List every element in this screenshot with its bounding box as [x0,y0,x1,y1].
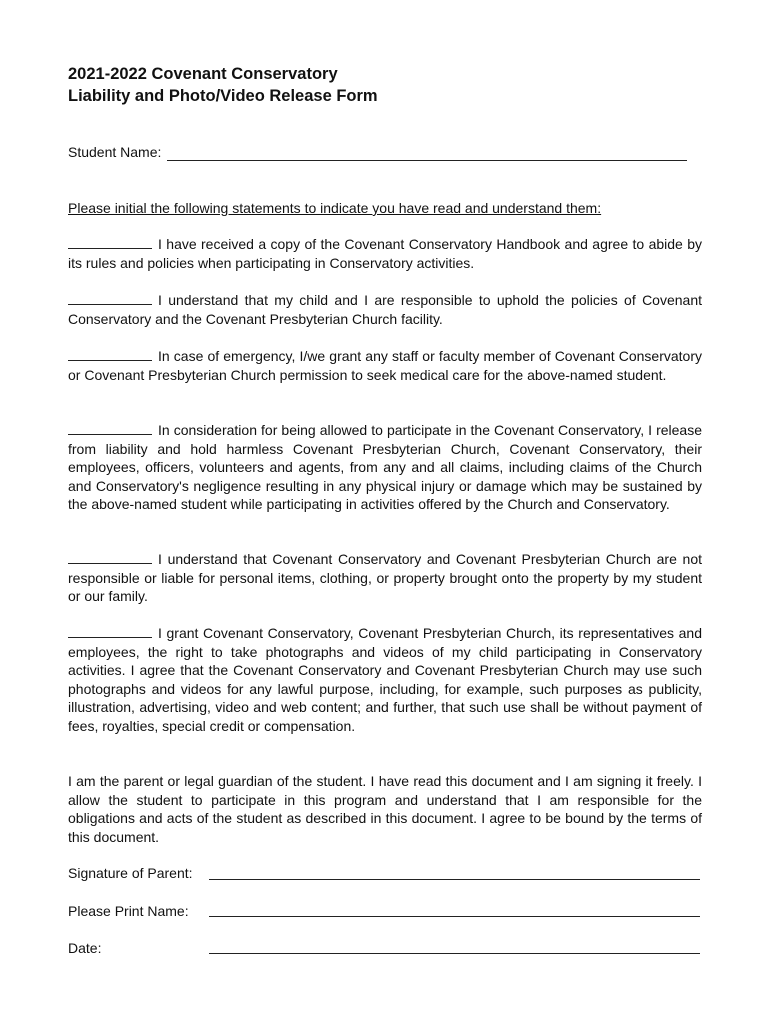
date-field[interactable] [209,939,700,954]
initial-blank-2[interactable] [68,291,152,305]
statement-photo-video [68,624,702,735]
statement-personal-items [68,550,702,606]
initial-blank-6[interactable] [68,624,152,638]
signature-field[interactable] [209,864,700,880]
student-name-field[interactable] [167,146,687,161]
student-name-label: Student Name: [68,144,162,160]
statement-text-3: In case of emergency, I/we grant any staff or faculty member of Covenant Conservatory or Covenant Presbyterian Church permission to seek medical care for the above-named student. [68,348,702,383]
statement-text-2: I understand that my child and I are responsible to uphold the policies of Covenant Conservatory and the Covenant Presbyterian Church facility. [68,292,702,327]
initial-instruction: Please initial the following statements to indicate you have read and understand them: [68,200,602,216]
statement-liability [68,421,702,514]
statement-text-1: I have received a copy of the Covenant Conservatory Handbook and agree to abide by its rules and policies when participating in Conservatory activities. [68,236,702,271]
initial-blank-5[interactable] [68,550,152,564]
initial-blank-3[interactable] [68,347,152,361]
date-label: Date: [68,940,102,956]
statement-text-4: In consideration for being allowed to participate in the Covenant Conservatory, I release from liability and hold harmless Covenant Presbyterian Church, Covenant Conservatory, their employees, officers, volunteers and agents, from any and all claims, including claims of the Church and Conservatory's negligence resulting in any physical injury or damage which may be sustained by the above-named student while participating in activities offered by the Church and Conservatory. [68,422,702,512]
form-title-line-1: 2021-2022 Covenant Conservatory [68,65,338,83]
signature-label: Signature of Parent: [68,865,193,881]
guardian-statement: I am the parent or legal guardian of the student. I have read this document and I am signing it freely. I allow the student to participate in this program and understand that I am responsible for the obligations and acts of the student as described in this document. I agree to be bound by the terms of this document. [68,773,702,845]
form-title [68,63,378,107]
statement-handbook [68,235,702,272]
statement-text-5: I understand that Covenant Conservatory and Covenant Presbyterian Church are not responsible or liable for personal items, clothing, or property brought onto the property by my student or our family. [68,551,702,604]
statement-emergency [68,347,702,384]
initial-blank-4[interactable] [68,421,152,435]
print-name-label: Please Print Name: [68,903,189,919]
form-title-line-2: Liability and Photo/Video Release Form [68,87,378,105]
initial-blank-1[interactable] [68,235,152,249]
statement-policies [68,291,702,328]
print-name-field[interactable] [209,902,700,917]
statement-text-6: I grant Covenant Conservatory, Covenant Presbyterian Church, its representatives and employees, the right to take photographs and videos of my child participating in Conservatory activities. I agree that the Covenant Conservatory and Covenant Presbyterian Church may use such photographs and videos for any lawful purpose, including, for example, such purposes as publicity, illustration, advertising, video and web content; and further, that such use shall be without payment of fees, royalties, special credit or compensation. [68,625,702,734]
student-name-row [68,143,687,161]
